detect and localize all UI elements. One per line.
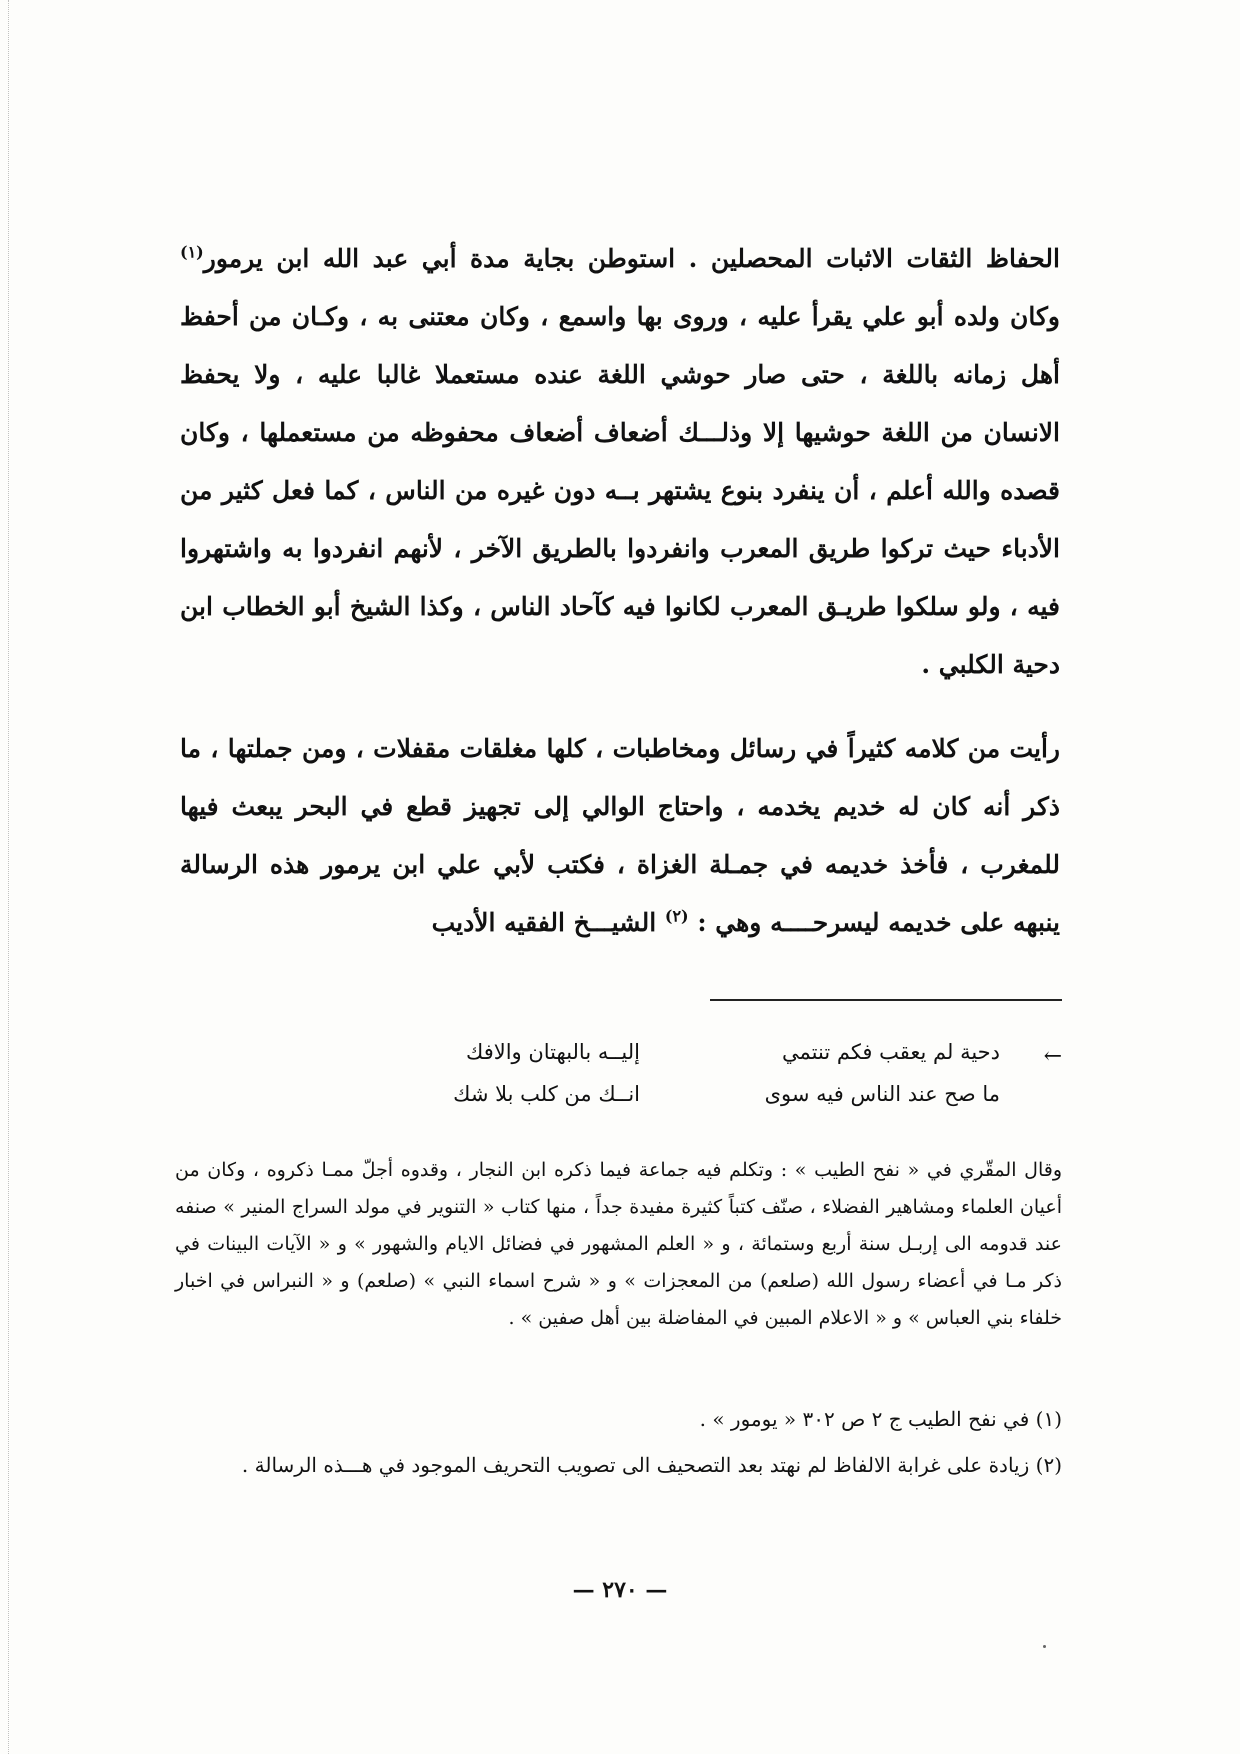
page-number: — ٢٧٠ — bbox=[572, 1577, 668, 1603]
poem-verse-2 bbox=[320, 1082, 1000, 1118]
main-body-text bbox=[180, 230, 1060, 952]
poem-verse-2-first-hemistich: ما صح عند الناس فيه سوى bbox=[764, 1082, 1000, 1106]
footnote-ref-2: (٢) bbox=[664, 906, 689, 926]
footnote-ref-1: (١) bbox=[180, 242, 204, 262]
scan-edge-marks bbox=[8, 0, 15, 1754]
footnote-paragraph: وقال المقّري في « نفح الطيب » : وتكلم فيه جماعة فيما ذكره ابن النجار ، وقدوه أجلّ ممـا ذكروه ، وكان من أعيان العلماء ومشاهير الفضلاء ، صنّف كتباً كثيرة مفيدة جداً ، منها كتاب « التنوير في مولد السراج المنير » صنفه عند قدومه الى إربـل سنة أربع وستمائة ، و « العلم المشهور في فضائل الايام والشهور » و « الآيات البينات في ذكر مـا في أعضاء رسول الله (صلعم) من المعجزات » و « شرح اسماء النبي » (صلعم) و « النبراس في اخبار خلفاء بني العباس » و « الاعلام المبين في المفاضلة بين أهل صفين » . bbox=[175, 1159, 1062, 1329]
continuation-arrow-icon: ← bbox=[1043, 1044, 1062, 1069]
footnote-1: (١) في نفح الطيب ج ٢ ص ٣٠٢ « يومور » . bbox=[699, 1407, 1062, 1431]
paragraph-1 bbox=[180, 230, 1060, 694]
paragraph-2 bbox=[180, 720, 1060, 952]
paragraph-2-text: رأيت من كلامه كثيراً في رسائل ومخاطبات ، كلها مغلقات مقفلات ، ومن جملتها ، ما ذكر أنه كان له خديم يخدمه ، واحتاج الوالي إلى تجهيز قطع في البحر يبعث فيها للمغرب ، فأخذ خديمه في جمـلة الغزاة ، فكتب لأبي علي ابن يرمور هذه الرسالة ينبهه على خديمه ليسرحــــه وهي : bbox=[180, 734, 1060, 937]
paragraph-2-end: الشيـــخ الفقيه الأديب bbox=[431, 908, 657, 937]
paragraph-1-line-1: الحفاظ الثقات الاثبات المحصلين . استوطن بجاية مدة أبي عبد الله ابن يرمور bbox=[203, 244, 1060, 273]
poem-verse-1-first-hemistich: دحية لم يعقب فكم تنتمي bbox=[782, 1040, 1000, 1064]
poem-verse-1-second-hemistich: إليــه بالبهتان والافك bbox=[466, 1040, 640, 1064]
poem-verse-2-second-hemistich: انــك من كلب بلا شك bbox=[453, 1082, 640, 1106]
paragraph-1-rest: وكان ولده أبو علي يقرأ عليه ، وروى بها واسمع ، وكان معتنى به ، وكـان من أحفظ أهل زمانه باللغة ، حتى صار حوشي اللغة عنده مستعملا غالبا عليه ، ولا يحفظ الانسان من اللغة حوشيها إلا وذلـــك أضعاف أضعاف محفوظه من مستعملها ، وكان قصده والله أعلم ، أن ينفرد بنوع يشتهر بــه دون غيره من الناس ، كما فعل كثير من الأدباء حيث تركوا طريق المعرب وانفردوا بالطريق الآخر ، لأنهم انفردوا به واشتهروا فيه ، ولو سلكوا طريـق المعرب لكانوا فيه كآحاد الناس ، وكذا الشيخ أبو الخطاب ابن دحية الكلبي . bbox=[180, 302, 1060, 679]
poem-verse-1 bbox=[320, 1040, 1000, 1076]
footnote-separator bbox=[710, 999, 1062, 1001]
footnote-2: (٢) زيادة على غرابة الالفاظ لم نهتد بعد التصحيف الى تصويب التحريف الموجود في هـــذه الرسالة . bbox=[241, 1453, 1062, 1477]
scan-speck bbox=[1043, 1645, 1046, 1648]
